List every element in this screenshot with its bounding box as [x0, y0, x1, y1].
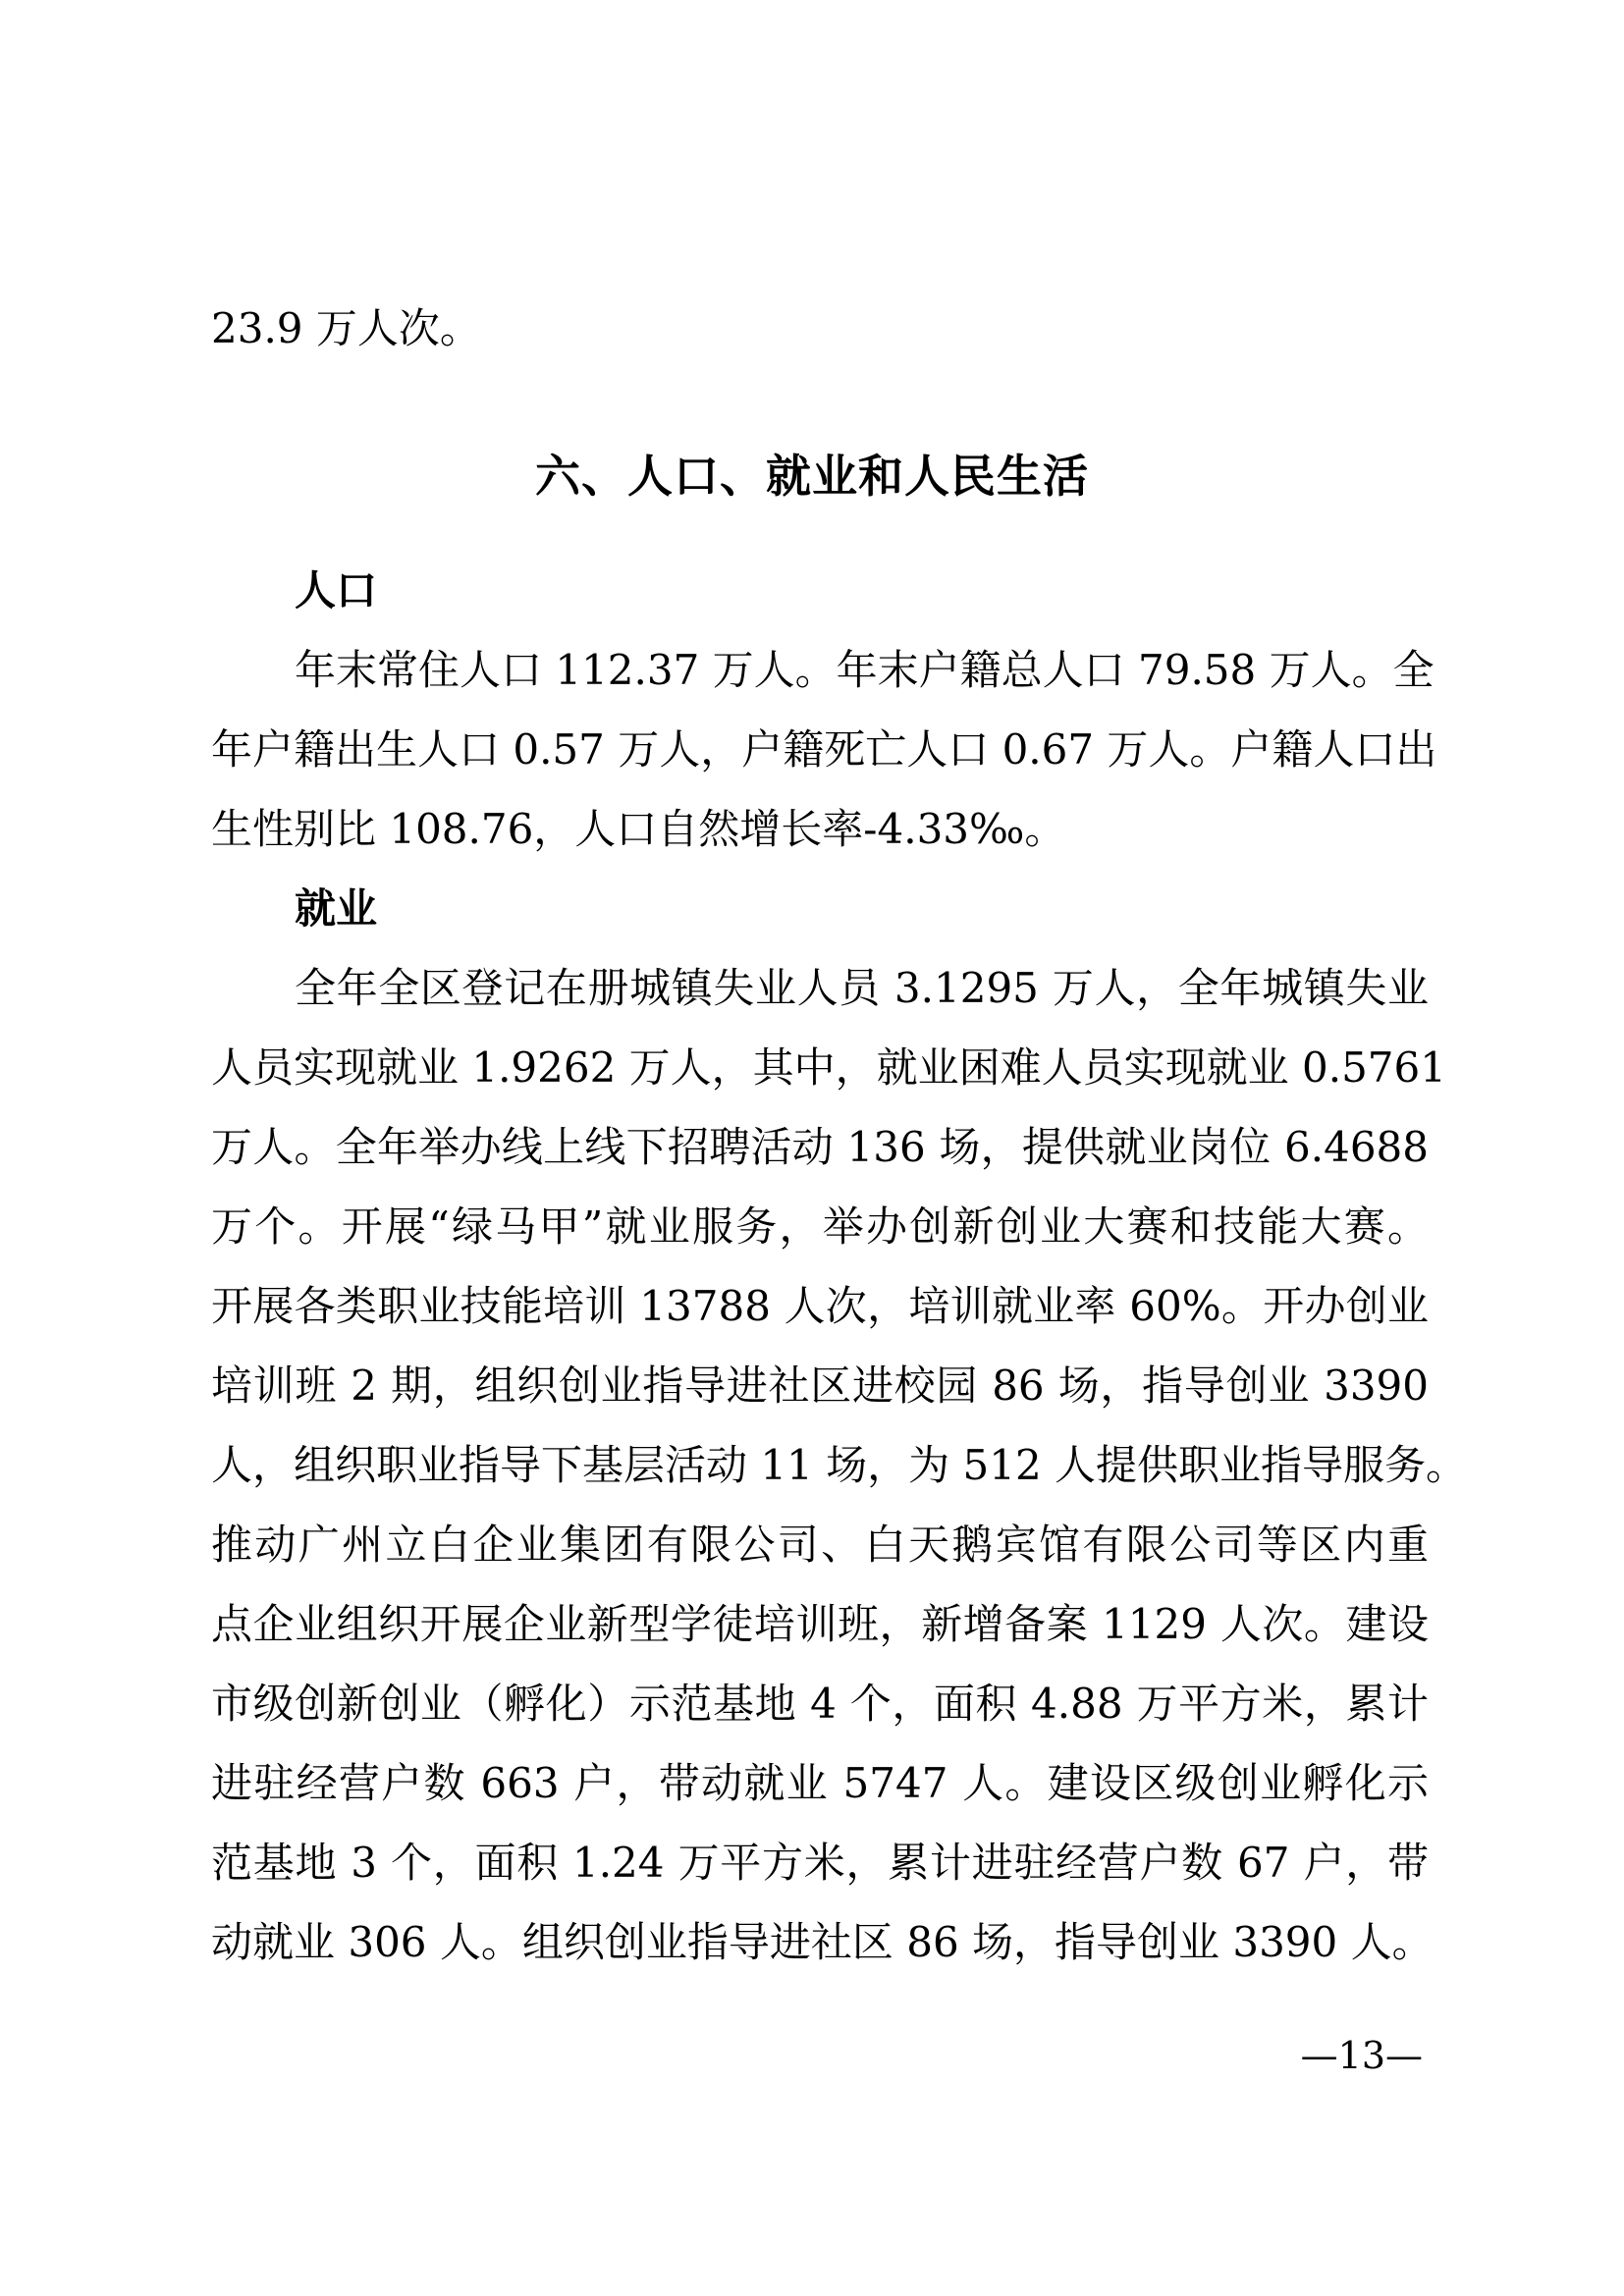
paragraph-line: 进驻经营户数 663 户，带动就业 5747 人。建设区级创业孵化示	[211, 1759, 1429, 1807]
paragraph-line: 人员实现就业 1.9262 万人，其中，就业困难人员实现就业 0.5761	[211, 1043, 1446, 1092]
paragraph-line: 年户籍出生人口 0.57 万人，户籍死亡人口 0.67 万人。户籍人口出	[211, 725, 1437, 774]
paragraph-line: 市级创新创业（孵化）示范基地 4 个，面积 4.88 万平方米，累计	[211, 1680, 1429, 1728]
continuation-line: 23.9 万人次。	[211, 304, 481, 352]
paragraph-line: 万个。开展“绿马甲”就业服务，举办创新创业大赛和技能大赛。	[211, 1202, 1429, 1251]
population-heading: 人口	[295, 566, 378, 614]
paragraph-line: 动就业 306 人。组织创业指导进社区 86 场，指导创业 3390 人。	[211, 1918, 1434, 1966]
paragraph-line: 范基地 3 个，面积 1.24 万平方米，累计进驻经营户数 67 户，带	[211, 1839, 1429, 1887]
paragraph-line: 万人。全年举办线上线下招聘活动 136 场，提供就业岗位 6.4688	[211, 1123, 1429, 1171]
paragraph-line: 培训班 2 期，组织创业指导进社区进校园 86 场，指导创业 3390	[211, 1362, 1429, 1410]
paragraph-line: 推动广州立白企业集团有限公司、白天鹅宾馆有限公司等区内重	[211, 1521, 1429, 1569]
employment-heading: 就业	[295, 884, 378, 933]
section-title: 六、人口、就业和人民生活	[535, 450, 1089, 503]
paragraph-line: 点企业组织开展企业新型学徒培训班，新增备案 1129 人次。建设	[211, 1600, 1429, 1648]
paragraph-line: 生性别比 108.76，人口自然增长率-4.33‰。	[211, 805, 1066, 853]
paragraph-line: 全年全区登记在册城镇失业人员 3.1295 万人，全年城镇失业	[295, 964, 1429, 1012]
paragraph-line: 开展各类职业技能培训 13788 人次，培训就业率 60%。开办创业	[211, 1282, 1429, 1330]
page-number: —13—	[1300, 2034, 1423, 2077]
paragraph-line: 人，组织职业指导下基层活动 11 场，为 512 人提供职业指导服务。	[211, 1441, 1468, 1489]
paragraph-line: 年末常住人口 112.37 万人。年末户籍总人口 79.58 万人。全	[295, 646, 1435, 694]
